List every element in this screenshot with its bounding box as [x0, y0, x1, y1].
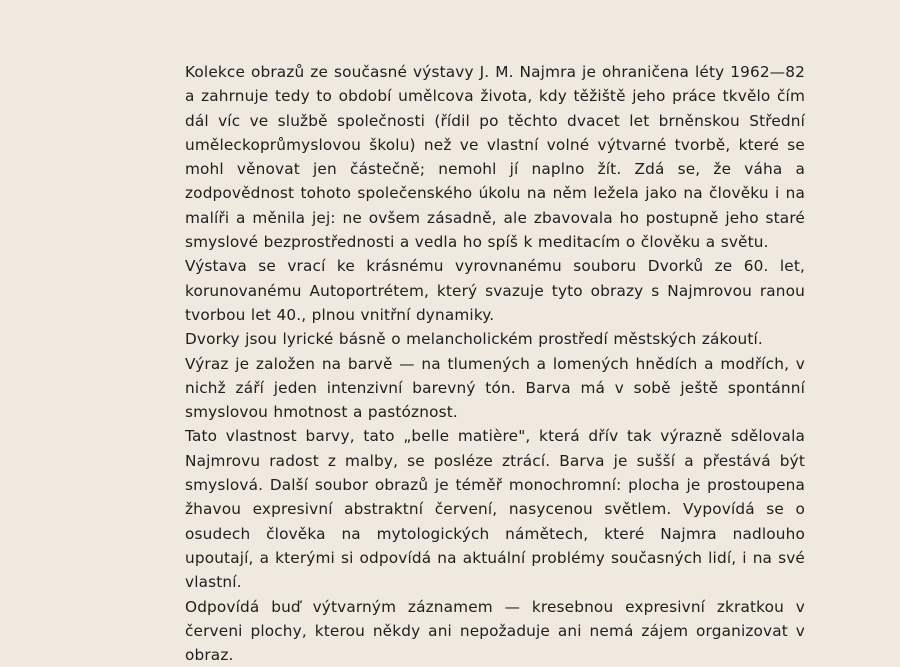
paragraph: Kolekce obrazů ze současné výstavy J. M. Najmra je ohraničena léty 1962—82 a zahrnuje tedy to období umělcova života, kdy těžiště jeho práce tkvělo čím dál víc ve službě společnosti (řídil po těchto dvacet let brněnskou Střední uměleckoprůmyslovou školu) než ve vlastní volné výtvarné tvorbě, které se mohl věnovat jen částečně; nemohl jí naplno žít. Zdá se, že váha a zodpovědnost tohoto společenského úkolu na něm ležela jako na člověku i na malíři a měnila jej: ne ovšem zásadně, ale zbavovala ho postupně jeho staré smyslové bezprostřednosti a vedla ho spíš k meditacím o člověku a světu.: [185, 63, 805, 252]
body-text-column: [185, 60, 805, 667]
paragraph: Dvorky jsou lyrické básně o melancholickém prostředí městských zákoutí.: [185, 330, 763, 349]
paragraph: Odpovídá buď výtvarným záznamem — kresebnou expresivní zkratkou v červeni plochy, kterou někdy ani nepožaduje ani nemá zájem organizovat v obraz.: [185, 597, 805, 665]
paragraph: Výraz je založen na barvě — na tlumených a lomených hnědích a modřích, v nichž září jeden intenzivní barevný tón. Barva má v sobě ještě spontánní smyslovou hmotnost a pastóznost.: [185, 354, 805, 422]
paragraph: Tato vlastnost barvy, tato „belle matière", která dřív tak výrazně sdělovala Najmrovu radost z malby, se posléze ztrácí. Barva je sušší a přestává být smyslová. Další soubor obrazů je téměř monochromní: plocha je prostoupena žhavou expresivní abstraktní červení, nasycenou světlem. Vypovídá se o osudech člověka na mytologických námětech, které Najmra nadlouho upoutají, a kterými si odpovídá na aktuální problémy současných lidí, i na své vlastní.: [185, 427, 805, 592]
paragraph: Výstava se vrací ke krásnému vyrovnanému souboru Dvorků ze 60. let, korunovanému Autoportrétem, který svazuje tyto obrazy s Najmrovou ranou tvorbou let 40., plnou vnitřní dynamiky.: [185, 257, 805, 324]
